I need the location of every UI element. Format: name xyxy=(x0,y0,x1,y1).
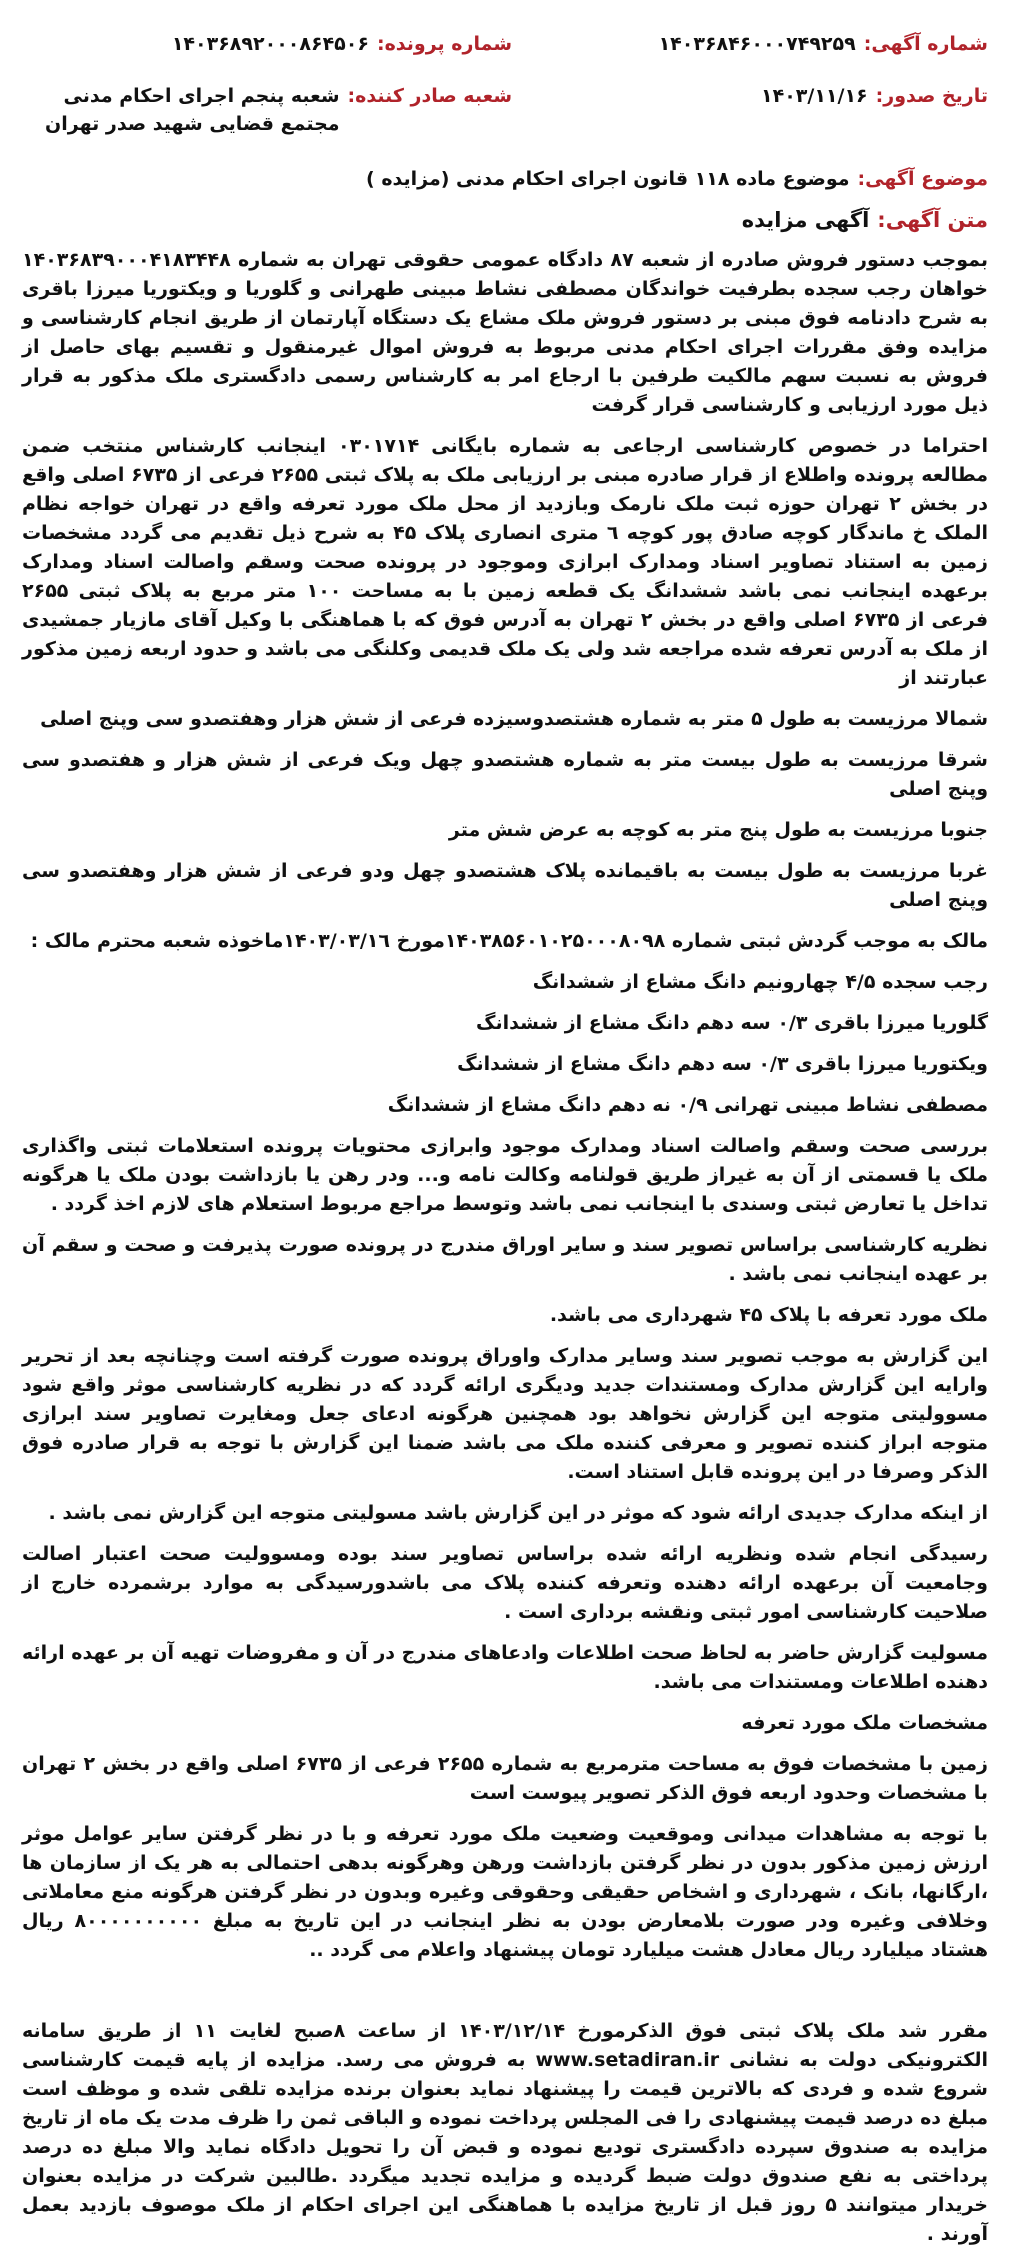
body-paragraph: بموجب دستور فروش صادره از شعبه ۸۷ دادگاه عمومی حقوقی تهران به شماره ۱۴۰۳۶۸۳۹۰۰۰۴۱۸۳۴۴۸ خواهان رجب سجده بطرفیت خواندگان مصطفی نشاط مبینی طهرانی و گلوریا و ویکتوریا میرزا باقری به شرح دادنامه فوق مبنی بر دستور فروش ملک مشاع یک دستگاه آپارتمان از طریق انجام کارشناسی و مزایده وفق مقررات اجرای احکام مدنی مربوط به فروش اموال غیرمنقول و تقسیم بهای حاصل از فروش به نسبت سهم مالکیت طرفین با ارجاع امر به کارشناس رسمی دادگستری ملک مذکور به قرار ذیل مورد ارزیابی و کارشناسی قرار گرفت xyxy=(22,249,988,416)
notice-text-label: متن آگهی: xyxy=(877,208,988,232)
notice-text-title: آگهی مزایده xyxy=(741,208,870,232)
body-paragraph: این گزارش به موجب تصویر سند وسایر مدارک واوراق پرونده صورت گرفته است وچنانچه بعد از تحریر وارایه این گزارش مدارک ومستندات جدید ودیگری ارائه گردد که در نظریه کارشناسی موثر واقع شود مسوولیتی متوجه این گزارش نخواهد بود همچنین هرگونه ادعای جعل ومغایرت تصاویر سند ابرازی متوجه ابراز کننده تصویر و معرفی کننده ملک می باشد ضمنا این گزارش با توجه به قرار صادره فوق الذکر وصرفا در این پرونده قابل استناد است. xyxy=(22,1345,988,1483)
subject-value: موضوع ماده ۱۱۸ قانون اجرای احکام مدنی (مزایده ) xyxy=(366,168,850,190)
issue-date-row xyxy=(518,82,988,110)
case-number: ۱۴۰۳۶۸۹۲۰۰۰۸۶۴۵۰۶ xyxy=(171,33,369,55)
body-paragraph: ویکتوریا میرزا باقری ۰/۳ سه دهم دانگ مشاع از ششدانگ xyxy=(457,1053,988,1075)
notice-metadata xyxy=(22,30,988,162)
body-paragraph: شمالا مرزیست به طول ۵ متر به شماره هشتصدوسیزده فرعی از شش هزار وهفتصدو سی وپنج اصلی xyxy=(40,708,988,730)
case-number-label: شماره پرونده: xyxy=(376,33,512,55)
notice-text-heading xyxy=(22,208,988,232)
body-paragraph: ملک مورد تعرفه با پلاک ۴۵ شهرداری می باشد. xyxy=(549,1304,988,1326)
subject-label: موضوع آگهی: xyxy=(857,168,988,190)
ad-number: ۱۴۰۳۶۸۴۶۰۰۰۷۴۹۲۵۹ xyxy=(658,33,856,55)
issuer-name: شعبه پنجم اجرای احکام مدنی مجتمع قضایی شهید صدر تهران xyxy=(45,85,340,135)
body-paragraph: رجب سجده ۴/۵ چهارونیم دانگ مشاع از ششدانگ xyxy=(532,971,988,993)
body-paragraph: از اینکه مدارک جدیدی ارائه شود که موثر در این گزارش باشد مسولیتی متوجه این گزارش نمی باشد . xyxy=(48,1502,988,1524)
body-paragraph: احتراما در خصوص کارشناسی ارجاعی به شماره بایگانی ۰۳۰۱۷۱۴ اینجانب کارشناس منتخب ضمن مطالعه پرونده واطلاع از قرار صادره مبنی بر ارزیابی ملک به پلاک ثبتی ۲۶۵۵ فرعی از ۶۷۳۵ اصلی واقع در بخش ۲ تهران حوزه ثبت ملک نارمک وبازدید از محل ملک مورد تعرفه واقع در تهران خواجه نظام الملک خ ماندگار کوچه صادق پور کوچه ٦ متری انصاری پلاک ۴۵ به شرح ذیل تقدیم می گردد مشخصات زمین به استناد تصاویر اسناد ومدارک ابرازی وموجود در پرونده صحت وسقم واصالت اسناد ومدارک برعهده اینجانب نمی باشد ششدانگ یک قطعه زمین با به مساحت ۱۰۰ متر مربع به پلاک ثبتی ۲۶۵۵ فرعی از ۶۷۳۵ اصلی واقع در بخش ۲ تهران به آدرس فوق که با هماهنگی با وکیل آقای مازیار جمشیدی از ملک به آدرس تعرفه شده مراجعه شد ولی یک ملک قدیمی وکلنگی می باشد و حدود اربعه زمین مذکور عبارتند از xyxy=(22,435,989,689)
body-paragraph: مصطفی نشاط مبینی تهرانی ۰/۹ نه دهم دانگ مشاع از ششدانگ xyxy=(387,1094,988,1116)
ad-number-label: شماره آگهی: xyxy=(863,33,988,55)
issuer-label: شعبه صادر کننده: xyxy=(347,85,512,107)
case-number-row xyxy=(22,30,512,58)
body-paragraph: جنوبا مرزیست به طول پنج متر به کوچه به عرض شش متر xyxy=(448,819,988,841)
body-paragraph: گلوریا میرزا باقری ۰/۳ سه دهم دانگ مشاع از ششدانگ xyxy=(476,1012,988,1034)
ad-number-row xyxy=(518,30,988,58)
body-paragraph: شرقا مرزیست به طول بیست متر به شماره هشتصدو چهل ویک فرعی از شش هزار و هفتصدو سی وپنج اصلی xyxy=(22,749,988,800)
body-paragraph: مالک به موجب گردش ثبتی شماره ۱۴۰۳۸۵۶۰۱۰۲۵۰۰۰۸۰۹۸مورخ ۱۴۰۳/۰۳/۱٦ماخوذه شعبه محترم مالک : xyxy=(30,930,988,952)
section-gap xyxy=(22,1977,988,2017)
body-paragraph: بررسی صحت وسقم واصالت اسناد ومدارک موجود وابرازی محتویات پرونده استعلامات ثبتی واگذاری ملک یا قسمتی از آن به غیراز طریق قولنامه وکالت نامه و... ودر رهن یا بازداشت بودن ملک یا هرگونه تداخل یا تعارض ثبتی وسندی با اینجانب نمی باشد وتوسط مراجع مربوط استعلام های لازم اخذ گردد . xyxy=(22,1135,988,1215)
body-paragraph: نظریه کارشناسی براساس تصویر سند و سایر اوراق مندرج در پرونده صورت پذیرفت و صحت و سقم آن بر عهده اینجانب نمی باشد . xyxy=(22,1234,988,1285)
body-paragraph: مشخصات ملک مورد تعرفه xyxy=(741,1712,988,1734)
issue-date: ۱۴۰۳/۱۱/۱۶ xyxy=(761,85,868,107)
body-paragraph: مسولیت گزارش حاضر به لحاظ صحت اطلاعات وادعاهای مندرج در آن و مفروضات تهیه آن بر عهده ارائه دهنده اطلاعات ومستندات می باشد. xyxy=(22,1642,988,1693)
body-paragraph: زمین با مشخصات فوق به مساحت مترمربع به شماره ۲۶۵۵ فرعی از ۶۷۳۵ اصلی واقع در بخش ۲ تهران با مشخصات وحدود اربعه فوق الذکر تصویر پیوست است xyxy=(22,1753,988,1804)
notice-body xyxy=(22,246,988,1965)
body-paragraph: رسیدگی انجام شده ونظریه ارائه شده براساس تصاویر سند بوده ومسوولیت صحت اعتبار اصالت وجامعیت آن برعهده ارائه دهنده وتعرفه کننده پلاک می باشدورسیدگی به موارد برشمرده خارج از صلاحیت کارشناسی امور ثبتی ونقشه برداری است . xyxy=(22,1543,988,1623)
metadata-left-column xyxy=(22,30,512,162)
body-paragraph: غربا مرزیست به طول بیست به باقیمانده پلاک هشتصدو چهل ودو فرعی از شش هزار وهفتصدو سی وپنج اصلی xyxy=(22,860,988,911)
closing-paragraph: مقرر شد ملک پلاک ثبتی فوق الذکرمورخ ۱۴۰۳/۱۲/۱۴ از ساعت ۸صبح لغایت ۱۱ از طریق سامانه الکترونیکی دولت به نشانی www.setadiran.ir به فروش می رسد. مزایده از پایه قیمت کارشناسی شروع شده و فردی که بالاترین قیمت را پیشنهاد نماید بعنوان برنده مزایده تلقی شده و موظف است مبلغ ده درصد قیمت پیشنهادی را فی المجلس پرداخت نموده و الباقی ثمن را ظرف مدت یک ماه از تاریخ مزایده به صندوق سپرده دادگستری تودیع نموده و قبض آن را تحویل دادگاه نماید والا مبلغ ده درصد پرداختی به نفع صندوق دولت ضبط گردیده و مزایده تجدید میگردد .طالبین شرکت در مزایده بعنوان خریدار میتوانند ۵ روز قبل از تاریخ مزایده با هماهنگی این اجرای احکام از ملک موصوف بازدید بعمل آورند . xyxy=(22,2020,989,2245)
issuer-row xyxy=(22,82,512,138)
metadata-right-column xyxy=(518,30,988,162)
subject-row xyxy=(22,168,988,190)
body-paragraph: با توجه به مشاهدات میدانی وموقعیت وضعیت ملک مورد تعرفه و با در نظر گرفتن سایر عوامل موثر ارزش زمین مذکور بدون در نظر گرفتن بازداشت ورهن وهرگونه بدهی احتمالی به هر یک از سازمان ها ،ارگانها، بانک ، شهرداری و اشخاص حقیقی وحقوقی وغیره وبدون در نظر گرفتن هرگونه منع معاملاتی وخلافی وغیره ودر صورت بلامعارض بودن به نظر اینجانب در این تاریخ به مبلغ ۸۰۰۰۰۰۰۰۰۰۰ ریال هشتاد میلیارد ریال معادل هشت میلیارد تومان پیشنهاد واعلام می گردد .. xyxy=(22,1823,988,1961)
issue-date-label: تاریخ صدور: xyxy=(875,85,988,107)
